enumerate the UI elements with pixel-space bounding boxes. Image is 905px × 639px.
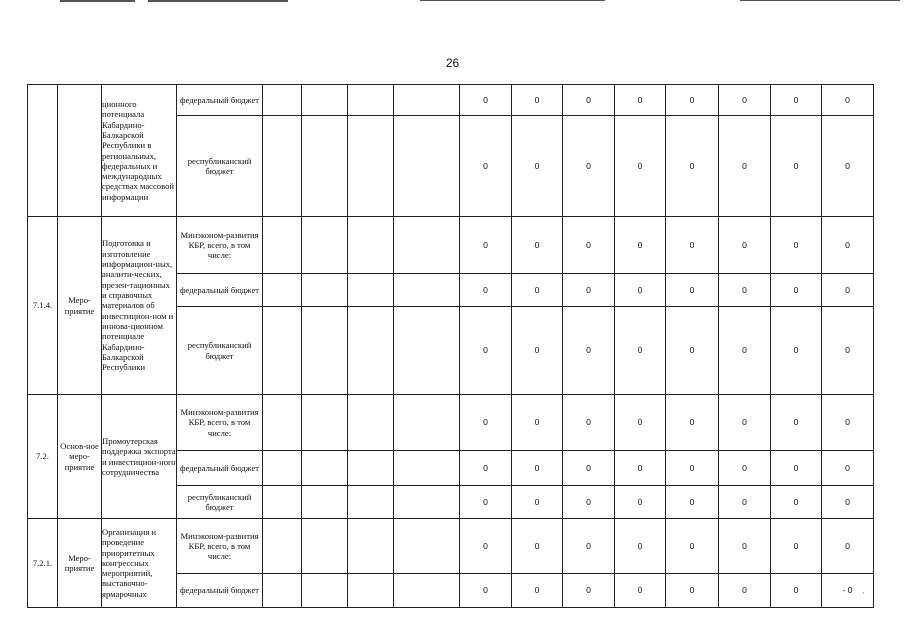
row-name-cell: Организация и проведение приоритетных конгрессных мероприятий, выставочно-ярмарочных: [102, 519, 177, 608]
value-cell: 0: [615, 307, 666, 395]
value-cell: 0: [460, 85, 512, 116]
value-cell: 0: [771, 574, 822, 608]
value-cell: 0: [460, 307, 512, 395]
funding-source-cell: Минэконом-развития КБР, всего, в том числе:: [177, 395, 263, 451]
value-cell: 0: [512, 85, 563, 116]
row-name-cell: ционного потенциала Кабардино-Балкарской Республики в региональных, федеральных и международных средствах массовой информации: [102, 85, 177, 217]
value-cell: 0: [460, 574, 512, 608]
value-cell: 0: [719, 519, 771, 574]
funding-source-cell: республиканский бюджет: [177, 116, 263, 217]
row-number-cell: [28, 85, 58, 217]
value-cell: 0: [615, 574, 666, 608]
value-cell: 0: [563, 217, 615, 274]
value-cell: 0: [666, 274, 719, 307]
value-cell: 0: [460, 519, 512, 574]
value-cell: 0: [615, 486, 666, 519]
value-cell: 0: [563, 486, 615, 519]
page-number: 26: [445, 56, 460, 70]
value-cell: 0: [771, 85, 822, 116]
value-cell: 0: [771, 395, 822, 451]
value-cell: 0: [719, 85, 771, 116]
value-cell: 0: [771, 217, 822, 274]
value-cell: 0: [615, 85, 666, 116]
value-cell: 0: [512, 116, 563, 217]
value-cell: 0: [666, 85, 719, 116]
table-row: [28, 217, 874, 274]
value-cell: 0: [822, 307, 874, 395]
value-cell: 0: [615, 116, 666, 217]
value-cell: 0: [460, 395, 512, 451]
value-cell: 0: [563, 519, 615, 574]
value-cell: 0: [460, 486, 512, 519]
row-name-cell: Подготовка и изготовление информацион-ных, аналити-ческих, презен-тационных и справочных материалов об инвестицион-ном и иннова-ционном потенциале Кабардино-Балкарской Республики: [102, 217, 177, 395]
value-cell: 0: [666, 519, 719, 574]
value-cell: 0: [512, 307, 563, 395]
value-cell: 0: [512, 395, 563, 451]
value-cell: 0: [563, 307, 615, 395]
value-cell: 0: [719, 395, 771, 451]
value-cell: - 0: [822, 574, 874, 608]
value-cell: 0: [666, 395, 719, 451]
table-row: [28, 395, 874, 451]
value-cell: 0: [822, 217, 874, 274]
value-cell: 0: [719, 217, 771, 274]
scan-mark: ·: [862, 588, 865, 598]
value-cell: 0: [512, 451, 563, 486]
row-number-cell: 7.1.4.: [28, 217, 58, 395]
top-scan-line-1: [60, 0, 135, 2]
budget-table: [27, 84, 874, 608]
row-type-cell: Меро-приятие: [58, 519, 102, 608]
value-cell: 0: [666, 307, 719, 395]
value-cell: 0: [460, 217, 512, 274]
value-cell: 0: [563, 451, 615, 486]
value-cell: 0: [563, 274, 615, 307]
top-scan-line-3: [420, 0, 605, 1]
value-cell: 0: [512, 217, 563, 274]
row-name-cell: Промоутерская поддержка экспорта и инвестицион-ного сотрудничества: [102, 395, 177, 519]
table-row: [28, 85, 874, 116]
value-cell: 0: [822, 486, 874, 519]
value-cell: 0: [615, 217, 666, 274]
value-cell: 0: [719, 486, 771, 519]
value-cell: 0: [822, 274, 874, 307]
value-cell: 0: [666, 451, 719, 486]
row-type-cell: Меро-приятие: [58, 217, 102, 395]
funding-source-cell: Минэконом-развития КБР, всего, в том числе:: [177, 519, 263, 574]
value-cell: 0: [771, 451, 822, 486]
value-cell: 0: [563, 574, 615, 608]
value-cell: 0: [615, 451, 666, 486]
top-scan-line-2: [148, 0, 288, 2]
value-cell: 0: [822, 395, 874, 451]
value-cell: 0: [615, 519, 666, 574]
value-cell: 0: [563, 85, 615, 116]
value-cell: 0: [719, 116, 771, 217]
value-cell: 0: [771, 486, 822, 519]
value-cell: 0: [512, 574, 563, 608]
value-cell: 0: [719, 307, 771, 395]
row-type-cell: Основ-ное меро-приятие: [58, 395, 102, 519]
value-cell: 0: [822, 451, 874, 486]
funding-source-cell: республиканский бюджет: [177, 307, 263, 395]
value-cell: 0: [822, 519, 874, 574]
funding-source-cell: федеральный бюджет: [177, 85, 263, 116]
value-cell: 0: [666, 574, 719, 608]
value-cell: 0: [512, 274, 563, 307]
top-scan-line-4: [740, 0, 900, 1]
value-cell: 0: [615, 395, 666, 451]
table-row: [28, 519, 874, 574]
value-cell: 0: [563, 395, 615, 451]
funding-source-cell: Минэконом-развития КБР, всего, в том числе:: [177, 217, 263, 274]
value-cell: 0: [822, 116, 874, 217]
value-cell: 0: [666, 116, 719, 217]
funding-source-cell: федеральный бюджет: [177, 274, 263, 307]
value-cell: 0: [512, 486, 563, 519]
funding-source-cell: федеральный бюджет: [177, 451, 263, 486]
value-cell: 0: [719, 574, 771, 608]
value-cell: 0: [771, 274, 822, 307]
value-cell: 0: [771, 116, 822, 217]
value-cell: 0: [460, 451, 512, 486]
value-cell: 0: [460, 116, 512, 217]
value-cell: 0: [771, 519, 822, 574]
funding-source-cell: республиканский бюджет: [177, 486, 263, 519]
value-cell: 0: [771, 307, 822, 395]
value-cell: 0: [563, 116, 615, 217]
value-cell: 0: [822, 85, 874, 116]
row-type-cell: [58, 85, 102, 217]
value-cell: 0: [719, 274, 771, 307]
value-cell: 0: [719, 451, 771, 486]
value-cell: 0: [615, 274, 666, 307]
row-number-cell: 7.2.: [28, 395, 58, 519]
value-cell: 0: [512, 519, 563, 574]
funding-source-cell: федеральный бюджет: [177, 574, 263, 608]
value-cell: 0: [460, 274, 512, 307]
row-number-cell: 7.2.1.: [28, 519, 58, 608]
value-cell: 0: [666, 217, 719, 274]
value-cell: 0: [666, 486, 719, 519]
